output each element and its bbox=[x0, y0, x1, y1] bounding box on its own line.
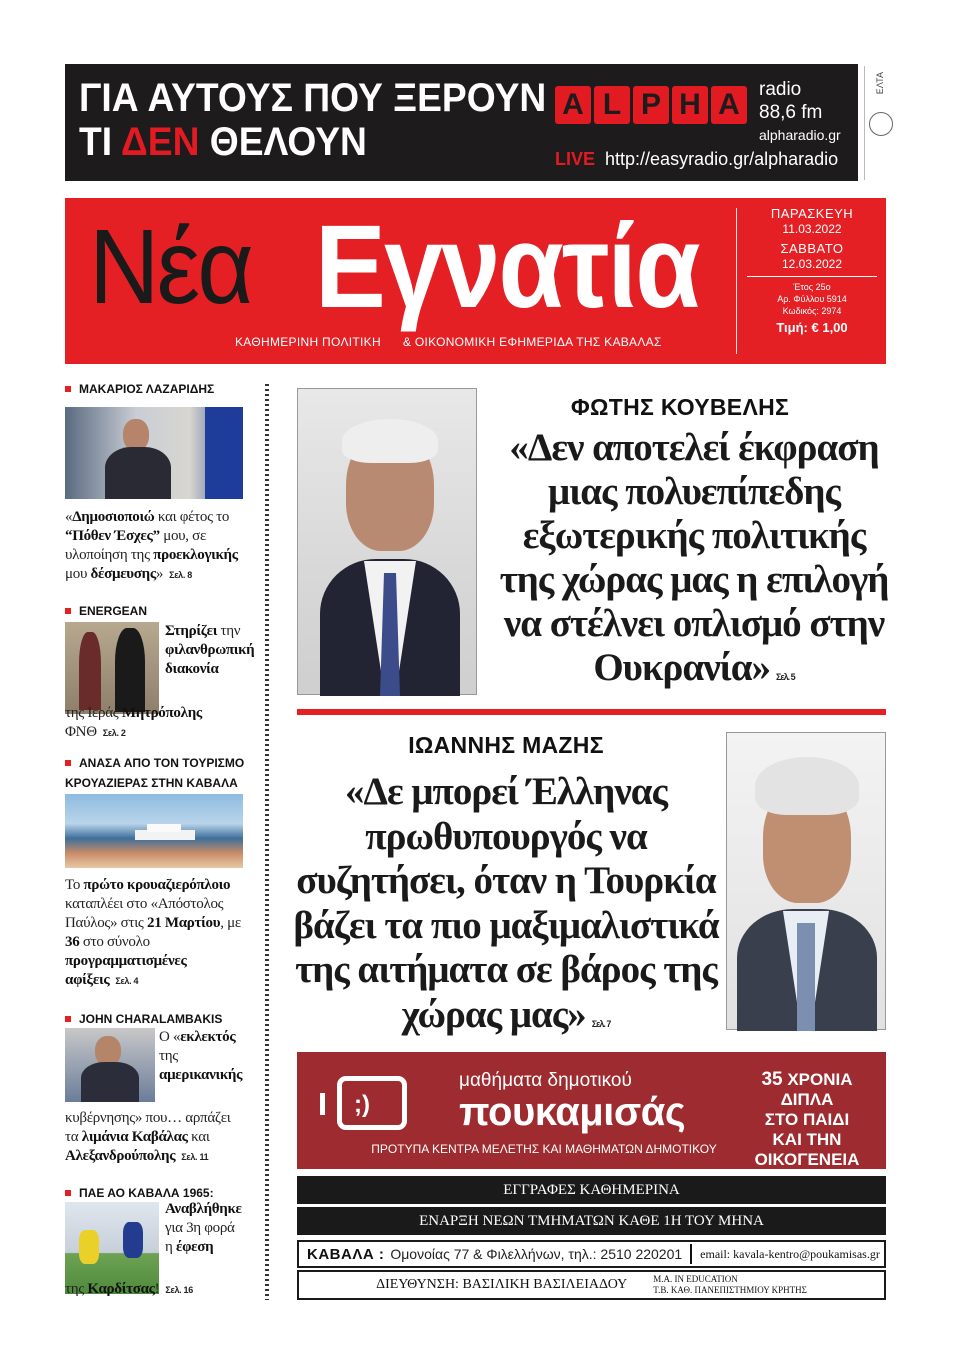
issue-info: ΠΑΡΑΣΚΕΥΗ 11.03.2022 ΣΑΒΒΑΤΟ 12.03.2022 Έτος 25ο Αρ. Φύλλου 5914 Κωδικός: 2974 Τιμή: € 1,00 bbox=[747, 206, 877, 335]
ad-subtitle: μαθήματα δημοτικού bbox=[459, 1070, 632, 1091]
lazaridis-text[interactable]: «Δημοσιοποιώ και φέτος το “Πόθεν Έσχες” μου, σε υλοποίηση της προεκλογικής μου δέσμευσης» Σελ. 8 bbox=[65, 509, 238, 582]
charalambakis-text-b[interactable]: κυβέρνησης» που… αρπάζει τα λιμάνια Καβάλας και Αλεξανδρούπολης Σελ. 11 bbox=[65, 1110, 231, 1164]
charalambakis-photo[interactable] bbox=[65, 1028, 155, 1102]
masthead bbox=[65, 198, 886, 364]
story2-name[interactable]: ΙΩΑΝΝΗΣ ΜΑΖΗΣ bbox=[408, 732, 604, 758]
energean-text-b[interactable]: της Ιεράς Μητρόπολης ΦΝΘ Σελ. 2 bbox=[65, 705, 202, 740]
ad-email[interactable]: email: kavala-kentro@poukamisas.gr bbox=[700, 1246, 880, 1261]
story1-page-ref: Σελ. 5 bbox=[775, 672, 795, 682]
kicker-kavala-fc: ΠΑΕ ΑΟ ΚΑΒΑΛΑ 1965: bbox=[65, 1186, 214, 1200]
ad-contact-row: ΚΑΒΑΛΑ : Ομονοίας 77 & Φιλελλήνων, τηλ.: 2510 220201 email: kavala-kentro@poukamisas.gr bbox=[297, 1240, 886, 1268]
ad-tagline: ΠΡΟΤΥΠΑ ΚΕΝΤΡΑ ΜΕΛΕΤΗΣ ΚΑΙ ΜΑΘΗΜΑΤΩΝ ΔΗΜΟΤΙΚΟΥ bbox=[371, 1142, 717, 1156]
story1-quote[interactable]: «Δεν αποτελεί έκφραση μιας πολυεπίπεδης εξωτερικής πολιτικής της χώρας μας η επιλογή να στέλνει οπλισμό στην Ουκρανία» Σελ. 5 bbox=[499, 426, 889, 689]
postage-stamp: ΕΛΤΑ bbox=[864, 66, 896, 180]
story2-page-ref: Σελ. 7 bbox=[591, 1018, 611, 1029]
ad-director-row: ΔΙΕΥΘΥΝΣΗ: ΒΑΣΙΛΙΚΗ ΒΑΣΙΛΕΙΑΔΟΥ Μ.Α. IN EDUCATION Τ.Β. ΚΑΘ. ΠΑΝΕΠΙΣΤΗΜΙΟΥ ΚΡΗΤΗΣ bbox=[297, 1270, 886, 1300]
radio-ad-banner[interactable] bbox=[65, 64, 858, 181]
kouvelis-photo[interactable] bbox=[297, 388, 477, 695]
red-divider bbox=[297, 709, 886, 715]
title-egnatia: Εγνατία bbox=[315, 201, 699, 333]
alpha-radio-logo: A L P H A bbox=[555, 86, 747, 124]
ad-new-classes: ΕΝΑΡΞΗ ΝΕΩΝ ΤΜΗΜΑΤΩΝ ΚΑΘΕ 1Η ΤΟΥ ΜΗΝΑ bbox=[297, 1207, 886, 1235]
kavala-fc-text-a[interactable]: Αναβλήθηκε για 3η φορά η έφεση bbox=[165, 1201, 242, 1255]
slogan-line-2: ΤΙ ΔΕΝ ΘΕΛΟΥΝ bbox=[79, 120, 367, 164]
kicker-charalambakis: JOHN CHARALAMBAKIS bbox=[65, 1012, 222, 1026]
ad-enrollments: ΕΓΓΡΑΦΕΣ ΚΑΘΗΜΕΡΙΝΑ bbox=[297, 1176, 886, 1204]
story1-name[interactable]: ΦΩΤΗΣ ΚΟΥΒΕΛΗΣ bbox=[570, 394, 790, 420]
kicker-lazaridis: ΜΑΚΑΡΙΟΣ ΛΑΖΑΡΙΔΗΣ bbox=[65, 382, 245, 396]
live-stream-link[interactable]: LIVE http://easyradio.gr/alpharadio bbox=[555, 149, 839, 169]
ad-slogan-right: 35 ΧΡΟΝΙΑ ΔΙΠΛΑ ΣΤΟ ΠΑΙΔΙ ΚΑΙ ΤΗΝ ΟΙΚΟΓΕΝΕΙΑ bbox=[754, 1069, 860, 1169]
cruise-ship-photo[interactable] bbox=[65, 794, 243, 868]
energean-photo[interactable] bbox=[65, 622, 159, 714]
energean-text-a[interactable]: Στηρίζει την φιλανθρωπική διακονία bbox=[165, 623, 255, 677]
ad-brand: πουκαμισάς bbox=[459, 1090, 686, 1134]
slogan-line-1: ΓΙΑ ΑΥΤΟΥΣ ΠΟΥ ΞΕΡΟΥΝ bbox=[79, 76, 547, 120]
kicker-energean: ENERGEAN bbox=[65, 604, 147, 618]
story2-quote[interactable]: «Δε μπορεί Έλληνας πρωθυπουργός να συζητήσει, όταν η Τουρκία βάζει τα πιο μαξιμαλιστικά της αιτήματα σε βάρος της χώρας μας» Σελ. 7 bbox=[293, 770, 719, 1036]
smiley-phone-icon: ;) bbox=[337, 1076, 407, 1130]
column-divider bbox=[265, 384, 269, 1300]
cruise-text[interactable]: Το πρώτο κρουαζιερόπλοιο καταπλέει στο «Απόστολος Παύλος» στις 21 Μαρτίου, με 36 στο σύνολο προγραμματισμένες αφίξεις Σελ. 4 bbox=[65, 877, 241, 988]
ad-slogan bbox=[79, 76, 546, 164]
title-nea: Νέα bbox=[89, 208, 252, 326]
masthead-subtitle: ΚΑΘΗΜΕΡΙΝΗ ΠΟΛΙΤΙΚΗ & ΟΙΚΟΝΟΜΙΚΗ ΕΦΗΜΕΡΙΔΑ ΤΗΣ ΚΑΒΑΛΑΣ bbox=[235, 335, 662, 349]
radio-frequency-info: radio 88,6 fm alpharadio.gr bbox=[759, 79, 841, 143]
kavala-fc-text-b[interactable]: της Καρδίτσας! Σελ. 16 bbox=[65, 1281, 193, 1297]
kicker-cruise-2: ΚΡΟΥΑΖΙΕΡΑΣ ΣΤΗΝ ΚΑΒΑΛΑ bbox=[65, 776, 238, 790]
charalambakis-text-a[interactable]: Ο «εκλεκτός της αμερικανικής bbox=[159, 1029, 243, 1083]
lazaridis-photo[interactable] bbox=[65, 407, 243, 499]
mazis-photo[interactable] bbox=[726, 732, 886, 1030]
price: Τιμή: € 1,00 bbox=[776, 320, 848, 335]
kicker-cruise: ΑΝΑΣΑ ΑΠΟ ΤΟΝ ΤΟΥΡΙΣΜΟ bbox=[65, 756, 244, 770]
left-column bbox=[65, 382, 255, 1297]
tutoring-ad[interactable] bbox=[297, 1052, 886, 1169]
